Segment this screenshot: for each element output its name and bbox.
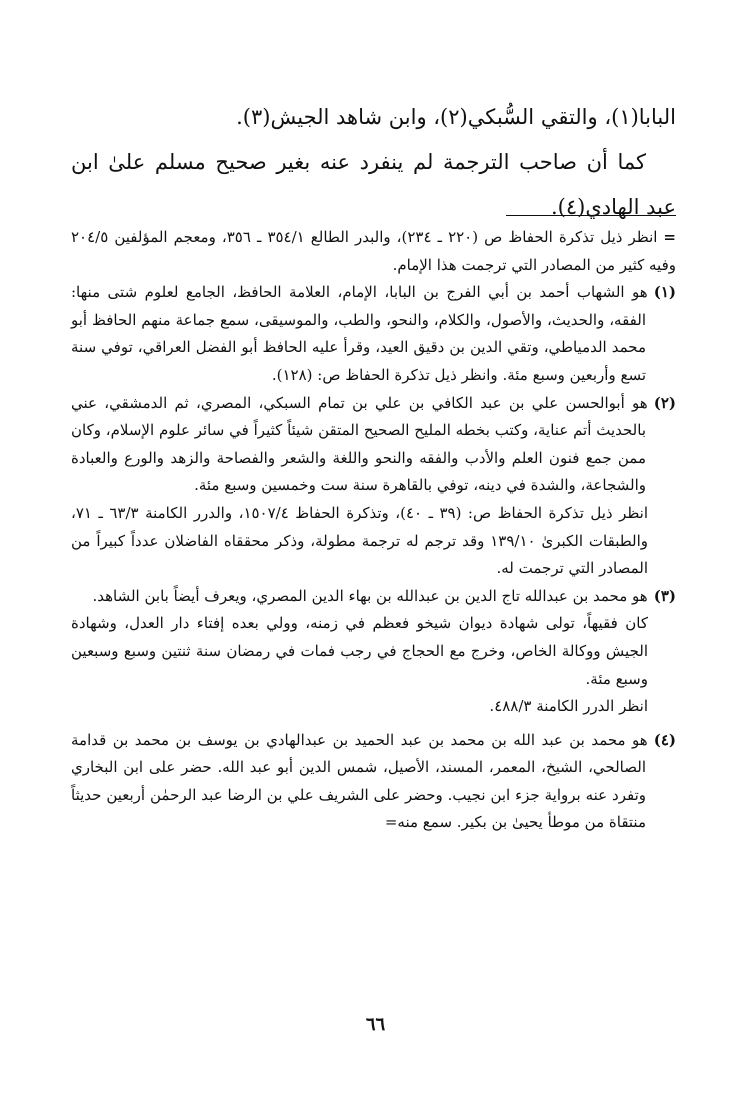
footnote-separator — [506, 215, 676, 216]
footnote-4-number: (٤) — [653, 730, 676, 749]
footnote-2-reference: انظر ذيل تذكرة الحفاظ ص: (٣٩ ـ ٤٠)، وتذكرة الحفاظ ١٥٠٧/٤، والدرر الكامنة ٦٣/٣ ـ ٧١، والطبقات الكبرىٰ ١٣٩/١٠ وقد ترجم له ترجمة مطولة، وذكر محققاه الفاضلان عدداً كبيراً من المصادر التي ترجمت له. — [71, 503, 649, 578]
main-line-1: البابا(١)، والتقي السُّبكي(٢)، وابن شاهد الجيش(٣). — [236, 105, 676, 129]
footnote-3-body: كان فقيهاً، تولى شهادة ديوان شيخو فعظم في زمنه، وولي بعده إفتاء دار العدل، وشهادة الجيش ووكالة الخاص، وخرج مع الحجاج في رجب فمات في رمضان سنة ثنتين وسبع وسبعين وسبع مئة. — [71, 614, 648, 688]
footnote-2-number: (٢) — [653, 393, 676, 412]
footnote-3-reference: انظر الدرر الكامنة ٤٨٨/٣. — [489, 697, 648, 716]
footnote-4 — [71, 727, 676, 837]
footnote-3-text: هو محمد بن عبدالله تاج الدين بن عبدالله بن بهاء الدين المصري، ويعرف أيضاً بابن الشاهد. — [92, 586, 648, 605]
footnote-1 — [71, 279, 676, 389]
main-text — [71, 95, 676, 230]
continuation-mark: = — [663, 228, 676, 246]
footnote-continuation — [71, 224, 676, 279]
footnote-1-text: هو الشهاب أحمد بن أبي الفرج بن البابا، الإمام، العلامة الحافظ، الجامع لعلوم شتى منها: الفقه، والحديث، والأصول، والكلام، والنحو، والطب، والموسيقى، سمع جماعة منهم الحافظ أبو محمد الدمياطي، وتقي الدين بن دقيق العيد، وقرأ عليه الحافظ أبو الفضل العراقي، توفي سنة تسع وأربعين وسبع مئة. وانظر ذيل تذكرة الحفاظ ص: (١٢٨). — [71, 283, 648, 384]
footnote-3-number: (٣) — [653, 586, 676, 605]
footnote-1-number: (١) — [653, 283, 676, 302]
footnote-3 — [71, 583, 676, 611]
footnote-continuation-text: انظر ذيل تذكرة الحفاظ ص (٢٢٠ ـ ٢٣٤)، والبدر الطالع ٣٥٤/١ ـ ٣٥٦، ومعجم المؤلفين ٢٠٤/٥ وفيه كثير من المصادر التي ترجمت هذا الإمام. — [71, 228, 676, 274]
footnote-4-text: هو محمد بن عبد الله بن محمد بن عبد الحميد بن عبدالهادي بن يوسف بن محمد بن قدامة الصالحي، الشيخ، المعمر، المسند، الأصيل، شمس الدين أبو عبد الله. حضر على ابن البخاري وتفرد عنه برواية جزء ابن نجيب. وحضر على الشريف علي بن الرضا عبد الرحمٰن أربعين حديثاً منتقاة من موطأ يحيىٰ بن بكير. سمع منه= — [71, 730, 648, 832]
page-number: ٦٦ — [365, 1014, 386, 1035]
main-paragraph: كما أن صاحب الترجمة لم ينفرد عنه بغير صحيح مسلم علىٰ ابن عبد الهادي(٤). — [71, 150, 676, 219]
footnote-2-text: هو أبوالحسن علي بن عبد الكافي بن علي بن تمام السبكي، المصري، ثم الدمشقي، عني بالحديث أتم عناية، وكتب بخطه المليح الصحيح المتقن شيئاً كثيراً في سائر علوم الإسلام، وكان ممن جمع فنون العلم والأدب والفقه والنحو واللغة والشعر والفصاحة والزهد والورع والعبادة والشجاعة، والشدة في دينه، توفي بالقاهرة سنة ست وخمسين وسبع مئة. — [71, 393, 648, 495]
footnote-2 — [71, 390, 676, 500]
footnotes — [71, 224, 676, 837]
